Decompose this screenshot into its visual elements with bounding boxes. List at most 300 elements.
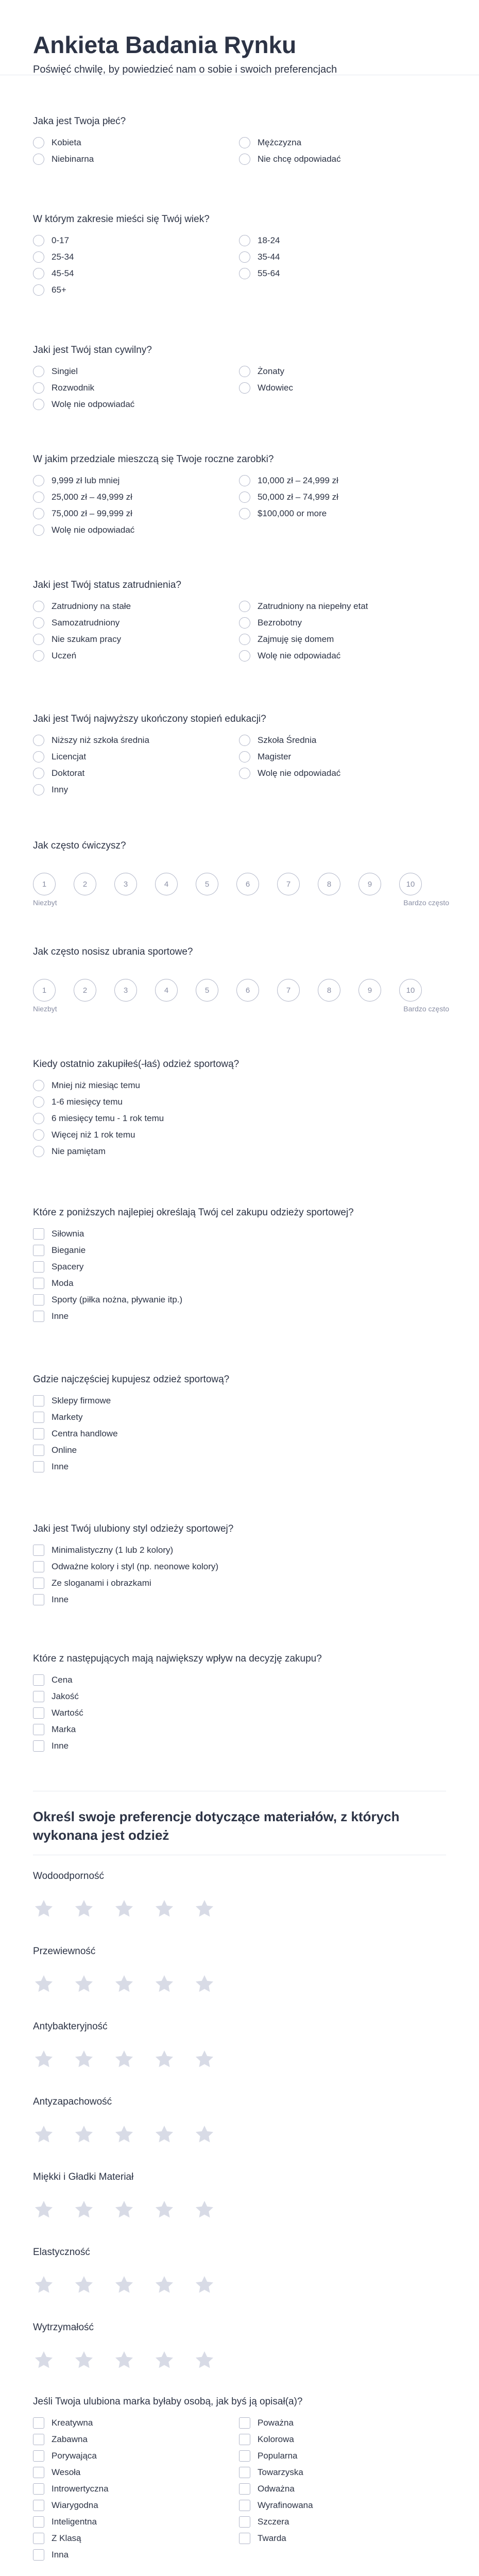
- question-label: Przewiewność: [33, 1946, 96, 1957]
- form-header: [0, 0, 479, 75]
- checkbox[interactable]: [239, 2516, 250, 2528]
- scale-option[interactable]: 3: [114, 979, 137, 1002]
- scale-option[interactable]: 6: [236, 873, 259, 895]
- scale-option[interactable]: 8: [318, 979, 340, 1002]
- star-icon[interactable]: [73, 1898, 95, 1920]
- checkbox[interactable]: [33, 1594, 44, 1605]
- option-label: Wesoła: [52, 2467, 81, 2477]
- radio-button[interactable]: [239, 475, 250, 486]
- scale-option[interactable]: 7: [277, 979, 300, 1002]
- scale-option[interactable]: 5: [196, 979, 218, 1002]
- option-label: Inne: [52, 1595, 69, 1604]
- checkbox-option[interactable]: [33, 1395, 445, 1408]
- radio-option[interactable]: [33, 366, 239, 378]
- checkbox[interactable]: [33, 1674, 44, 1686]
- scale-option[interactable]: 5: [196, 873, 218, 895]
- option-label: Siłownia: [52, 1229, 84, 1239]
- checkbox[interactable]: [33, 1395, 44, 1406]
- checkbox[interactable]: [33, 1245, 44, 1256]
- star-icon[interactable]: [33, 2048, 55, 2070]
- star-icon[interactable]: [33, 2274, 55, 2296]
- radio-option[interactable]: [33, 475, 239, 487]
- radio-button[interactable]: [33, 366, 44, 377]
- checkbox-option[interactable]: [239, 2516, 445, 2529]
- star-rating: [33, 2274, 445, 2296]
- checkbox[interactable]: [33, 2533, 44, 2544]
- question-label: Jaki jest Twój status zatrudnienia?: [33, 580, 181, 590]
- option-label: 25-34: [52, 252, 74, 262]
- rating-material: [33, 2246, 445, 2296]
- star-rating: [33, 2048, 445, 2070]
- radio-button[interactable]: [33, 508, 44, 519]
- radio-option[interactable]: [33, 768, 239, 780]
- radio-option[interactable]: [33, 1129, 445, 1142]
- star-icon[interactable]: [113, 1898, 135, 1920]
- radio-button[interactable]: [33, 735, 44, 746]
- option-label: 10,000 zł – 24,999 zł: [258, 476, 338, 485]
- star-icon[interactable]: [194, 2199, 215, 2221]
- radio-button[interactable]: [33, 634, 44, 645]
- radio-option[interactable]: [33, 524, 239, 537]
- options-group: [33, 735, 445, 796]
- checkbox-option[interactable]: [33, 1294, 445, 1307]
- option-label: Z Klasą: [52, 2533, 81, 2543]
- checkbox[interactable]: [33, 1461, 44, 1472]
- star-icon[interactable]: [73, 2349, 95, 2371]
- question-brand-personality: [33, 2396, 445, 2562]
- radio-button[interactable]: [239, 251, 250, 263]
- radio-option[interactable]: [33, 784, 239, 796]
- radio-button[interactable]: [33, 137, 44, 148]
- scale-option[interactable]: 10: [399, 873, 422, 895]
- scale-max-label: Bardzo często: [403, 1005, 449, 1013]
- checkbox-option[interactable]: [239, 2417, 445, 2430]
- options-group: [33, 1545, 445, 1606]
- star-icon[interactable]: [153, 2274, 175, 2296]
- checkbox[interactable]: [33, 2450, 44, 2462]
- question-label: Wodoodporność: [33, 1871, 105, 1882]
- checkbox-option[interactable]: [33, 1691, 445, 1703]
- checkbox[interactable]: [33, 1740, 44, 1752]
- checkbox[interactable]: [33, 2483, 44, 2495]
- radio-button[interactable]: [239, 617, 250, 629]
- checkbox-option[interactable]: [33, 2483, 239, 2496]
- star-icon[interactable]: [153, 1973, 175, 1995]
- question-label: Jaki jest Twój stan cywilny?: [33, 345, 152, 355]
- rating-material: [33, 1945, 445, 1995]
- radio-option[interactable]: [33, 251, 239, 264]
- scale-option[interactable]: 2: [74, 979, 96, 1002]
- option-label: Niebinarna: [52, 154, 94, 164]
- option-label: Nie szukam pracy: [52, 634, 122, 644]
- radio-button[interactable]: [33, 399, 44, 410]
- star-icon[interactable]: [194, 1898, 215, 1920]
- radio-button[interactable]: [239, 601, 250, 612]
- checkbox-option[interactable]: [33, 1594, 445, 1606]
- question-purchase-influence: [33, 1653, 445, 1753]
- scale-option[interactable]: 9: [358, 979, 381, 1002]
- option-label: 75,000 zł – 99,999 zł: [52, 509, 132, 518]
- checkbox-option[interactable]: [33, 1445, 445, 1457]
- star-icon[interactable]: [33, 1973, 55, 1995]
- radio-option[interactable]: [239, 508, 445, 520]
- checkbox-option[interactable]: [33, 2500, 239, 2512]
- checkbox-option[interactable]: [33, 1561, 445, 1573]
- radio-button[interactable]: [33, 1096, 44, 1108]
- options-group: [33, 475, 445, 537]
- radio-button[interactable]: [33, 1146, 44, 1157]
- option-label: Sklepy firmowe: [52, 1396, 111, 1405]
- option-label: Twarda: [258, 2533, 286, 2543]
- checkbox-option[interactable]: [33, 2434, 239, 2446]
- radio-option[interactable]: [239, 137, 445, 149]
- checkbox[interactable]: [33, 1691, 44, 1702]
- star-icon[interactable]: [153, 1898, 175, 1920]
- option-label: Inteligentna: [52, 2517, 97, 2527]
- checkbox[interactable]: [239, 2467, 250, 2478]
- option-label: Poważna: [258, 2418, 294, 2428]
- option-label: Popularna: [258, 2451, 298, 2461]
- star-rating: [33, 2199, 445, 2221]
- checkbox[interactable]: [33, 1724, 44, 1735]
- option-label: Inne: [52, 1741, 69, 1751]
- checkbox[interactable]: [33, 1545, 44, 1556]
- option-label: Markety: [52, 1412, 83, 1422]
- checkbox[interactable]: [33, 2434, 44, 2445]
- checkbox-option[interactable]: [239, 2533, 445, 2545]
- radio-button[interactable]: [33, 235, 44, 246]
- option-label: Wiarygodna: [52, 2500, 98, 2510]
- question-label: Jaka jest Twoja płeć?: [33, 116, 126, 127]
- question-sportswear-frequency: [33, 946, 449, 1013]
- radio-button[interactable]: [239, 634, 250, 645]
- option-label: Inne: [52, 1311, 69, 1321]
- checkbox[interactable]: [33, 1278, 44, 1289]
- radio-option[interactable]: [33, 235, 239, 247]
- radio-button[interactable]: [33, 617, 44, 629]
- radio-option[interactable]: [239, 268, 445, 280]
- radio-option[interactable]: [239, 475, 445, 487]
- star-icon[interactable]: [33, 1898, 55, 1920]
- option-label: Wolę nie odpowiadać: [52, 399, 135, 409]
- checkbox-option[interactable]: [33, 2417, 239, 2430]
- checkbox[interactable]: [33, 1261, 44, 1273]
- option-label: Samozatrudniony: [52, 618, 120, 628]
- option-label: 65+: [52, 285, 66, 295]
- question-label: Które z następujących mają największy wpływ na decyzję zakupu?: [33, 1653, 322, 1664]
- option-label: Inna: [52, 2550, 69, 2560]
- star-icon[interactable]: [113, 2199, 135, 2221]
- star-icon[interactable]: [113, 1973, 135, 1995]
- scale-option[interactable]: 3: [114, 873, 137, 895]
- checkbox-option[interactable]: [33, 2467, 239, 2479]
- radio-option[interactable]: [33, 1096, 445, 1109]
- question-last-purchase: [33, 1058, 445, 1158]
- star-icon[interactable]: [153, 2124, 175, 2145]
- option-label: Wyrafinowana: [258, 2500, 313, 2510]
- radio-option[interactable]: [239, 768, 445, 780]
- checkbox-option[interactable]: [33, 1228, 445, 1241]
- radio-button[interactable]: [239, 751, 250, 762]
- checkbox[interactable]: [239, 2500, 250, 2511]
- checkbox-option[interactable]: [239, 2467, 445, 2479]
- scale-option[interactable]: 4: [155, 979, 178, 1002]
- radio-option[interactable]: [33, 268, 239, 280]
- question-label: Gdzie najczęściej kupujesz odzież sportową?: [33, 1374, 230, 1385]
- radio-option[interactable]: [33, 492, 239, 504]
- star-icon[interactable]: [33, 2199, 55, 2221]
- question-gender: [33, 115, 445, 166]
- radio-option[interactable]: [239, 751, 445, 764]
- options-group: [33, 235, 445, 297]
- star-icon[interactable]: [153, 2349, 175, 2371]
- radio-option[interactable]: [33, 284, 239, 297]
- scale-rating: [33, 979, 445, 1002]
- checkbox-option[interactable]: [33, 1428, 445, 1440]
- radio-button[interactable]: [239, 137, 250, 148]
- radio-button[interactable]: [33, 524, 44, 536]
- radio-button[interactable]: [239, 268, 250, 279]
- checkbox-option[interactable]: [33, 1278, 445, 1290]
- radio-button[interactable]: [33, 1113, 44, 1124]
- star-icon[interactable]: [194, 2349, 215, 2371]
- checkbox-option[interactable]: [33, 2533, 239, 2545]
- radio-option[interactable]: [33, 634, 239, 646]
- question-label: Jak często nosisz ubrania sportowe?: [33, 946, 193, 957]
- radio-option[interactable]: [239, 251, 445, 264]
- option-label: Towarzyska: [258, 2467, 303, 2477]
- star-icon[interactable]: [73, 2124, 95, 2145]
- checkbox-option[interactable]: [239, 2483, 445, 2496]
- scale-option[interactable]: 2: [74, 873, 96, 895]
- radio-option[interactable]: [33, 751, 239, 764]
- checkbox[interactable]: [33, 1428, 44, 1439]
- radio-option[interactable]: [239, 617, 445, 630]
- option-label: Kolorowa: [258, 2434, 294, 2444]
- radio-button[interactable]: [33, 154, 44, 165]
- star-icon[interactable]: [33, 2349, 55, 2371]
- radio-button[interactable]: [33, 784, 44, 795]
- option-label: Mniej niż miesiąc temu: [52, 1080, 140, 1090]
- radio-option[interactable]: [239, 235, 445, 247]
- option-label: Zajmuję się domem: [258, 634, 334, 644]
- star-icon[interactable]: [113, 2349, 135, 2371]
- checkbox-option[interactable]: [33, 2450, 239, 2463]
- option-label: Bezrobotny: [258, 618, 302, 628]
- radio-button[interactable]: [33, 1129, 44, 1141]
- question-label: Kiedy ostatnio zakupiłeś(-łaś) odzież sportową?: [33, 1059, 239, 1070]
- checkbox[interactable]: [33, 1311, 44, 1322]
- radio-button[interactable]: [33, 751, 44, 762]
- checkbox[interactable]: [33, 2516, 44, 2528]
- scale-rating: [33, 873, 445, 895]
- radio-button[interactable]: [239, 235, 250, 246]
- radio-button[interactable]: [33, 475, 44, 486]
- form-title: Ankieta Badania Rynku: [33, 31, 297, 58]
- scale-labels: [33, 899, 449, 907]
- star-icon[interactable]: [153, 2199, 175, 2221]
- radio-button[interactable]: [239, 382, 250, 394]
- radio-option[interactable]: [239, 650, 445, 663]
- option-label: Wolę nie odpowiadać: [52, 525, 135, 535]
- checkbox-option[interactable]: [33, 1412, 445, 1424]
- rating-material: [33, 2096, 445, 2145]
- options-group: [33, 1080, 445, 1158]
- option-label: Jakość: [52, 1691, 79, 1701]
- star-rating: [33, 1898, 445, 1920]
- star-icon[interactable]: [153, 2048, 175, 2070]
- checkbox-option[interactable]: [33, 1545, 445, 1557]
- radio-button[interactable]: [33, 650, 44, 662]
- star-icon[interactable]: [33, 2124, 55, 2145]
- radio-option[interactable]: [239, 634, 445, 646]
- checkbox[interactable]: [239, 2417, 250, 2429]
- radio-button[interactable]: [239, 492, 250, 503]
- option-label: Inne: [52, 1462, 69, 1471]
- radio-button[interactable]: [33, 492, 44, 503]
- checkbox[interactable]: [33, 1294, 44, 1306]
- radio-option[interactable]: [33, 1113, 445, 1125]
- option-label: 18-24: [258, 235, 280, 245]
- star-icon[interactable]: [73, 2199, 95, 2221]
- radio-button[interactable]: [239, 735, 250, 746]
- radio-option[interactable]: [33, 382, 239, 395]
- checkbox-option[interactable]: [33, 1261, 445, 1274]
- radio-option[interactable]: [33, 735, 239, 747]
- checkbox-option[interactable]: [239, 2450, 445, 2463]
- star-icon[interactable]: [113, 2274, 135, 2296]
- radio-option[interactable]: [33, 508, 239, 520]
- radio-button[interactable]: [239, 366, 250, 377]
- checkbox[interactable]: [33, 1412, 44, 1423]
- radio-option[interactable]: [33, 137, 239, 149]
- option-label: Online: [52, 1445, 77, 1455]
- option-label: $100,000 or more: [258, 509, 327, 518]
- question-employment: [33, 579, 445, 663]
- radio-option[interactable]: [33, 1146, 445, 1158]
- checkbox-option[interactable]: [33, 1311, 445, 1323]
- scale-option[interactable]: 1: [33, 979, 56, 1002]
- checkbox-option[interactable]: [239, 2434, 445, 2446]
- radio-button[interactable]: [33, 768, 44, 779]
- option-label: 55-64: [258, 268, 280, 278]
- checkbox-option[interactable]: [239, 2500, 445, 2512]
- star-icon[interactable]: [194, 2274, 215, 2296]
- radio-option[interactable]: [33, 399, 239, 411]
- radio-option[interactable]: [239, 382, 445, 395]
- radio-option[interactable]: [33, 1080, 445, 1092]
- radio-option[interactable]: [239, 492, 445, 504]
- star-icon[interactable]: [73, 2048, 95, 2070]
- checkbox-option[interactable]: [33, 1461, 445, 1473]
- option-label: Minimalistyczny (1 lub 2 kolory): [52, 1545, 174, 1555]
- checkbox-option[interactable]: [33, 1245, 445, 1257]
- radio-option[interactable]: [239, 154, 445, 166]
- option-label: Inny: [52, 785, 69, 794]
- radio-button[interactable]: [239, 508, 250, 519]
- option-label: Kreatywna: [52, 2418, 93, 2428]
- checkbox[interactable]: [33, 1578, 44, 1589]
- checkbox[interactable]: [33, 1561, 44, 1572]
- checkbox-option[interactable]: [33, 2516, 239, 2529]
- radio-button[interactable]: [239, 650, 250, 662]
- radio-button[interactable]: [33, 268, 44, 279]
- checkbox[interactable]: [33, 2417, 44, 2429]
- star-icon[interactable]: [194, 1973, 215, 1995]
- scale-option[interactable]: 8: [318, 873, 340, 895]
- scale-option[interactable]: 9: [358, 873, 381, 895]
- option-label: Porywająca: [52, 2451, 97, 2461]
- radio-button[interactable]: [33, 284, 44, 296]
- checkbox[interactable]: [239, 2533, 250, 2544]
- option-label: Introwertyczna: [52, 2484, 109, 2494]
- radio-button[interactable]: [33, 251, 44, 263]
- radio-option[interactable]: [33, 650, 239, 663]
- checkbox[interactable]: [239, 2483, 250, 2495]
- radio-button[interactable]: [33, 382, 44, 394]
- scale-option[interactable]: 1: [33, 873, 56, 895]
- checkbox[interactable]: [33, 2500, 44, 2511]
- radio-button[interactable]: [239, 768, 250, 779]
- checkbox-option[interactable]: [33, 2549, 239, 2562]
- checkbox[interactable]: [33, 1228, 44, 1240]
- checkbox-option[interactable]: [33, 1674, 445, 1687]
- radio-button[interactable]: [33, 1080, 44, 1091]
- question-marital-status: [33, 344, 445, 411]
- radio-option[interactable]: [239, 366, 445, 378]
- option-label: Zatrudniony na niepełny etat: [258, 601, 368, 611]
- option-label: Nie pamiętam: [52, 1146, 106, 1156]
- star-icon[interactable]: [73, 1973, 95, 1995]
- checkbox[interactable]: [33, 1707, 44, 1719]
- checkbox[interactable]: [33, 2549, 44, 2561]
- option-label: 9,999 zł lub mniej: [52, 476, 120, 485]
- question-label: Jaki jest Twój ulubiony styl odzieży sportowej?: [33, 1523, 234, 1534]
- star-icon[interactable]: [73, 2274, 95, 2296]
- checkbox-option[interactable]: [33, 1724, 445, 1736]
- scale-min-label: Niezbyt: [33, 899, 57, 907]
- radio-option[interactable]: [33, 601, 239, 613]
- scale-option[interactable]: 7: [277, 873, 300, 895]
- scale-option[interactable]: 10: [399, 979, 422, 1002]
- radio-button[interactable]: [239, 154, 250, 165]
- star-icon[interactable]: [194, 2124, 215, 2145]
- checkbox[interactable]: [239, 2434, 250, 2445]
- scale-option[interactable]: 4: [155, 873, 178, 895]
- options-group: [33, 366, 445, 411]
- radio-option[interactable]: [33, 617, 239, 630]
- star-icon[interactable]: [113, 2048, 135, 2070]
- checkbox-option[interactable]: [33, 1578, 445, 1590]
- question-label: Jaki jest Twój najwyższy ukończony stopień edukacji?: [33, 714, 266, 724]
- star-icon[interactable]: [113, 2124, 135, 2145]
- checkbox[interactable]: [33, 1445, 44, 1456]
- radio-button[interactable]: [33, 601, 44, 612]
- checkbox-option[interactable]: [33, 1740, 445, 1753]
- checkbox[interactable]: [33, 2467, 44, 2478]
- question-purchase-location: [33, 1374, 445, 1473]
- question-label: Antyzapachowość: [33, 2096, 112, 2107]
- option-label: Żonaty: [258, 366, 284, 376]
- checkbox[interactable]: [239, 2450, 250, 2462]
- radio-option[interactable]: [239, 735, 445, 747]
- star-icon[interactable]: [194, 2048, 215, 2070]
- radio-option[interactable]: [239, 601, 445, 613]
- radio-option[interactable]: [33, 154, 239, 166]
- checkbox-option[interactable]: [33, 1707, 445, 1720]
- scale-option[interactable]: 6: [236, 979, 259, 1002]
- question-income: [33, 453, 445, 537]
